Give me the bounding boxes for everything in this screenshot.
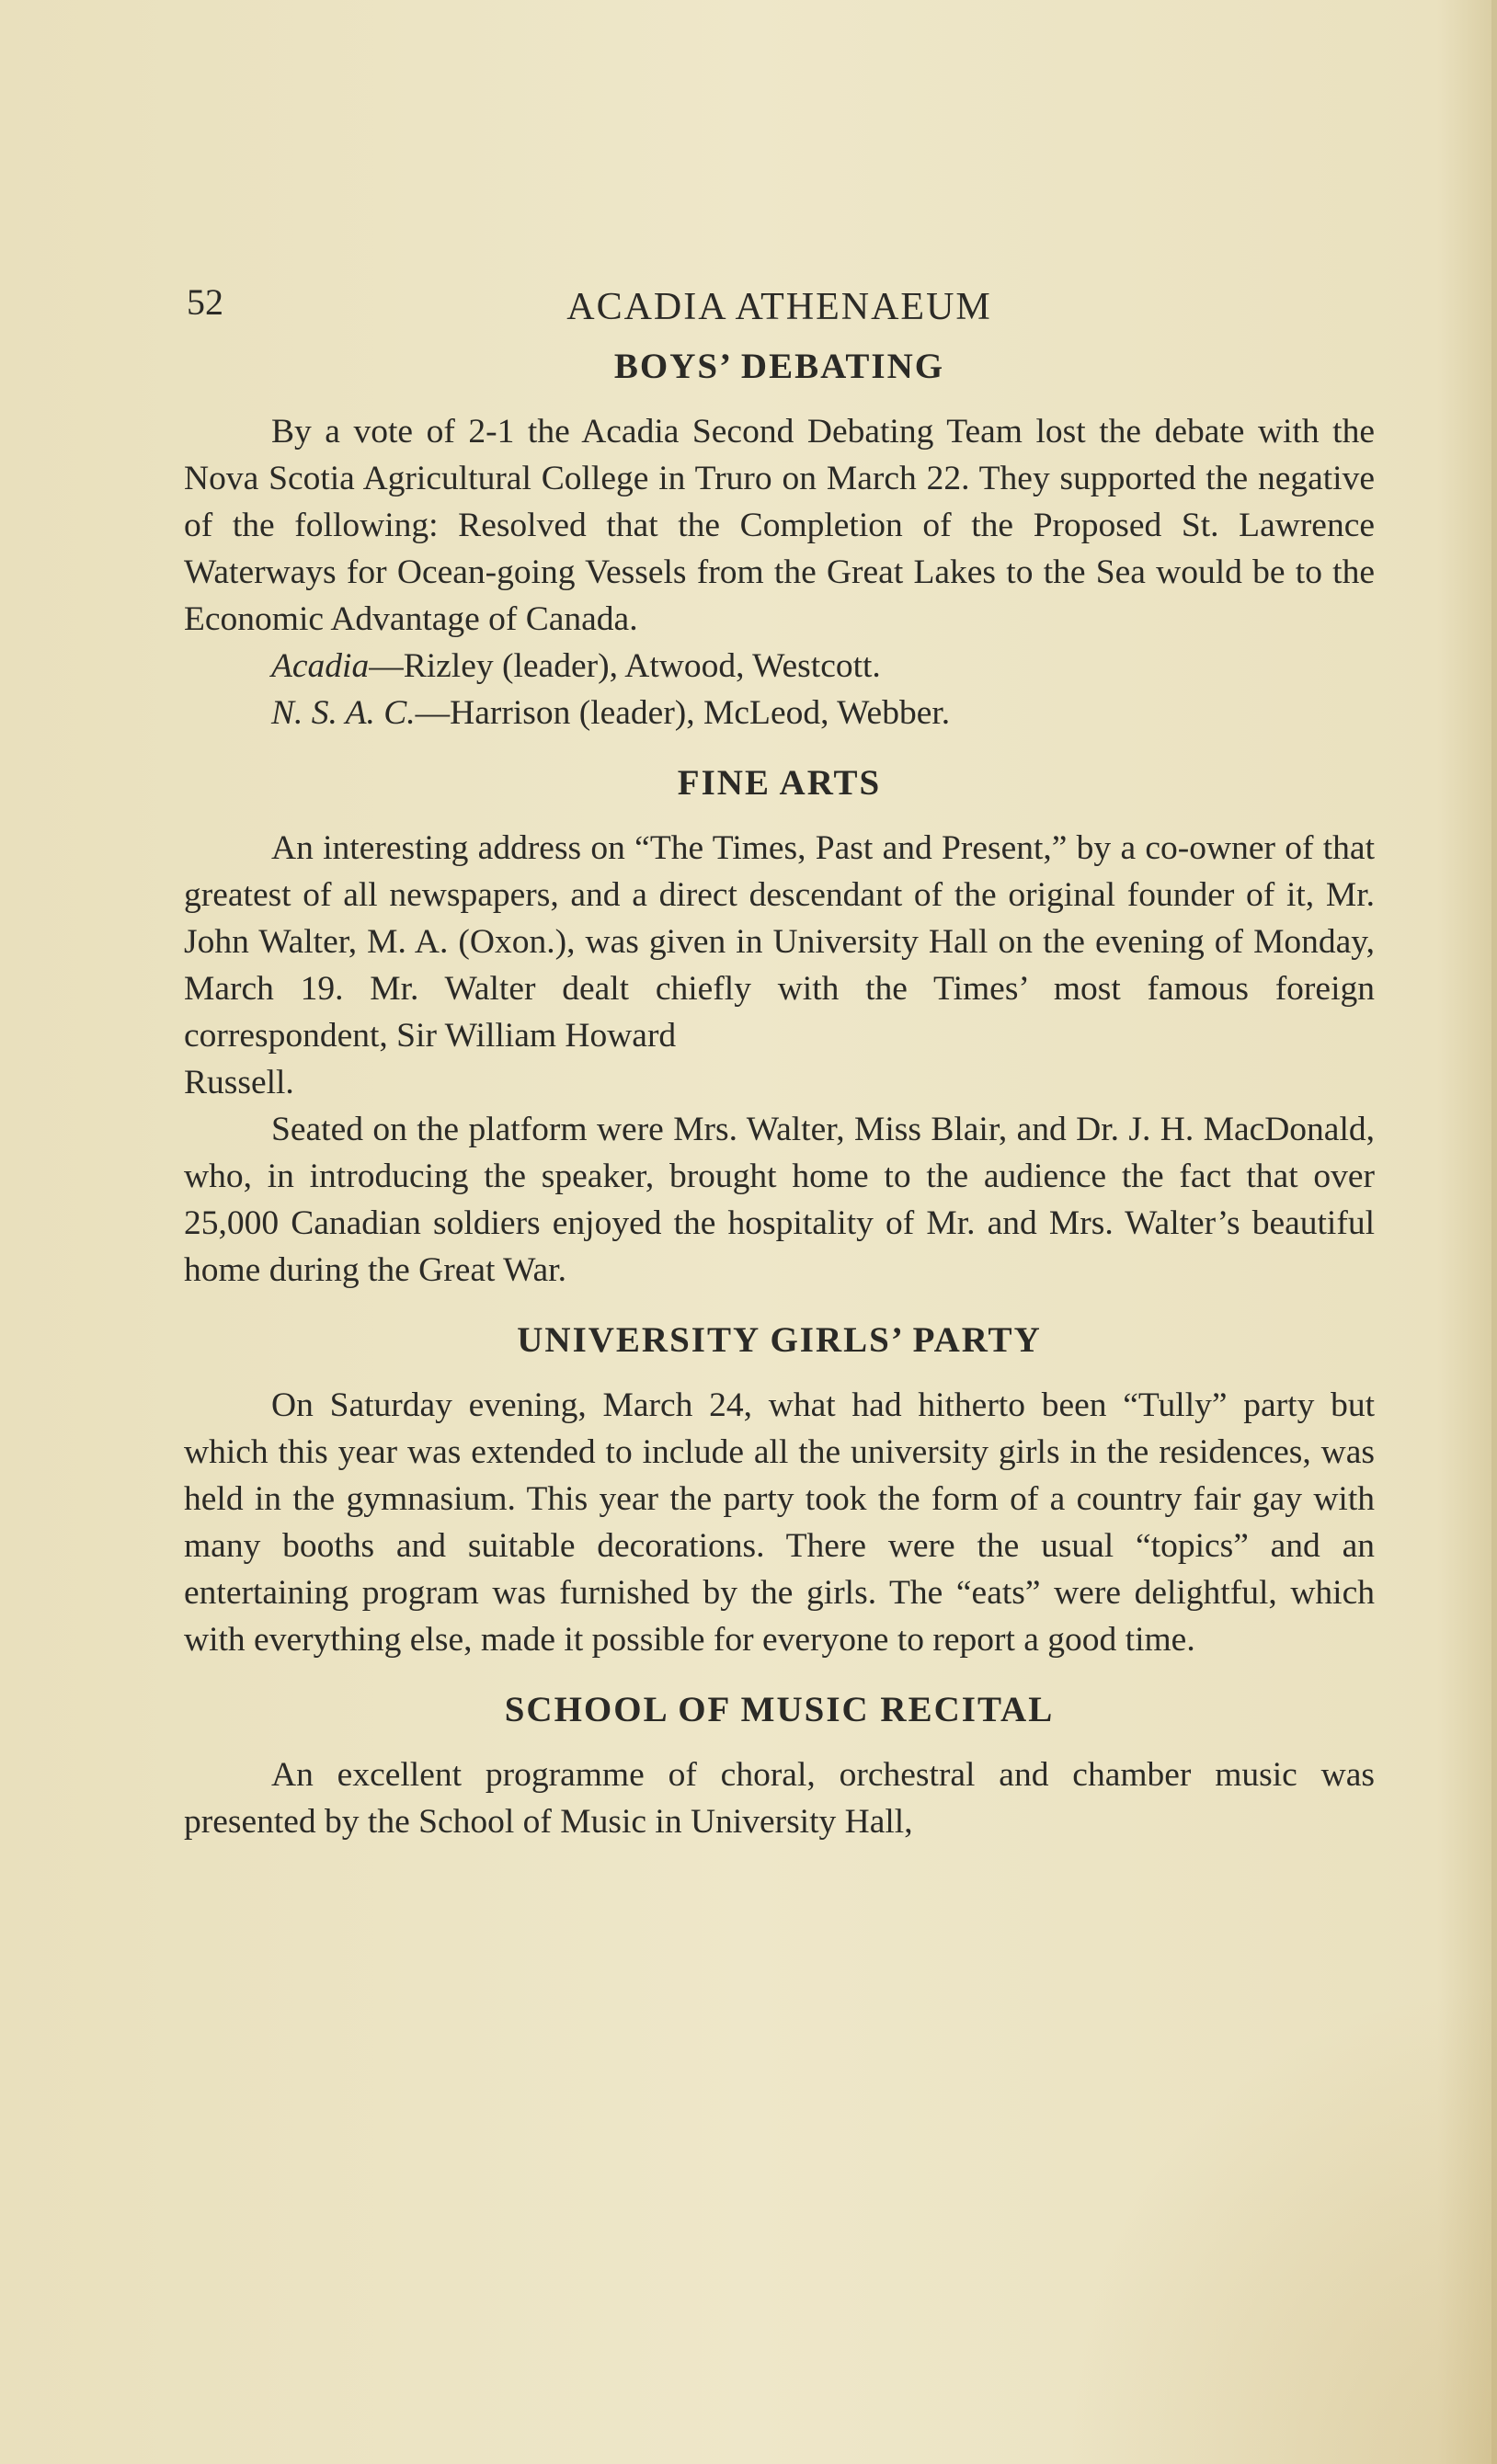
section-paragraph: An excellent programme of choral, orchestral and chamber music was presented by the School of Music in University Hall, xyxy=(184,1756,1375,1841)
team-name: Acadia xyxy=(271,647,370,685)
section-paragraph: An interesting address on “The Times, Past and Present,” by a co-owner of that greatest of all newspapers, and a direct descendant of the original founder of it, Mr. John Walter, M. A. (Oxon.), was given in University Hall on the evening of Monday, March 19. Mr. Walter dealt chiefly with the Times’ most famous foreign correspondent, Sir William Howard xyxy=(184,829,1375,1055)
team-name: N. S. A. C. xyxy=(271,694,416,732)
section-heading: SCHOOL OF MUSIC RECITAL xyxy=(504,1690,1055,1729)
running-head: ACADIA ATHENAEUM xyxy=(566,286,992,328)
paper-stain xyxy=(1056,1986,1497,2464)
section-girls-party xyxy=(184,1314,1375,1663)
section-boys-debating xyxy=(184,340,1375,736)
team-line xyxy=(184,690,1375,736)
team-members: —Harrison (leader), McLeod, Webber. xyxy=(415,694,951,732)
section-paragraph-continued: Russell. xyxy=(184,1064,294,1101)
section-gap xyxy=(184,1663,1375,1683)
section-paragraph: By a vote of 2-1 the Acadia Second Debating Team lost the debate with the Nova Scotia Agricultural College in Truro on March 22. They supported the negative of the following: Resolved that the Completion of the Proposed St. Lawrence Waterways for Ocean-going Vessels from the Great Lakes to the Sea would be to the Economic Advantage of Canada. xyxy=(184,413,1375,638)
page-number: 52 xyxy=(187,281,223,323)
team-members: —Rizley (leader), Atwood, Westcott. xyxy=(369,647,881,685)
team-line xyxy=(184,643,1375,690)
section-paragraph: Seated on the platform were Mrs. Walter, Miss Blair, and Dr. J. H. MacDonald, who, in introducing the speaker, brought home to the audience the fact that over 25,000 Canadian soldiers enjoyed the hospitality of Mr. and Mrs. Walter’s beautiful home during the Great War. xyxy=(184,1111,1375,1289)
section-gap xyxy=(184,1294,1375,1314)
section-gap xyxy=(184,736,1375,757)
page-header xyxy=(184,267,1375,340)
section-fine-arts xyxy=(184,757,1375,1294)
text-column xyxy=(184,267,1375,1845)
section-heading: FINE ARTS xyxy=(677,763,882,803)
section-paragraph: On Saturday evening, March 24, what had hitherto been “Tully” party but which this year was extended to include all the university girls in the residences, was held in the gymnasium. This year the party took the form of a country fair gay with many booths and suitable decorations. There were the usual “topics” and an entertaining program was furnished by the girls. The “eats” were delightful, which with everything else, made it possible for everyone to report a good time. xyxy=(184,1386,1375,1659)
section-music-recital xyxy=(184,1683,1375,1845)
section-heading: BOYS’ DEBATING xyxy=(613,347,945,386)
section-heading: UNIVERSITY GIRLS’ PARTY xyxy=(517,1320,1042,1360)
